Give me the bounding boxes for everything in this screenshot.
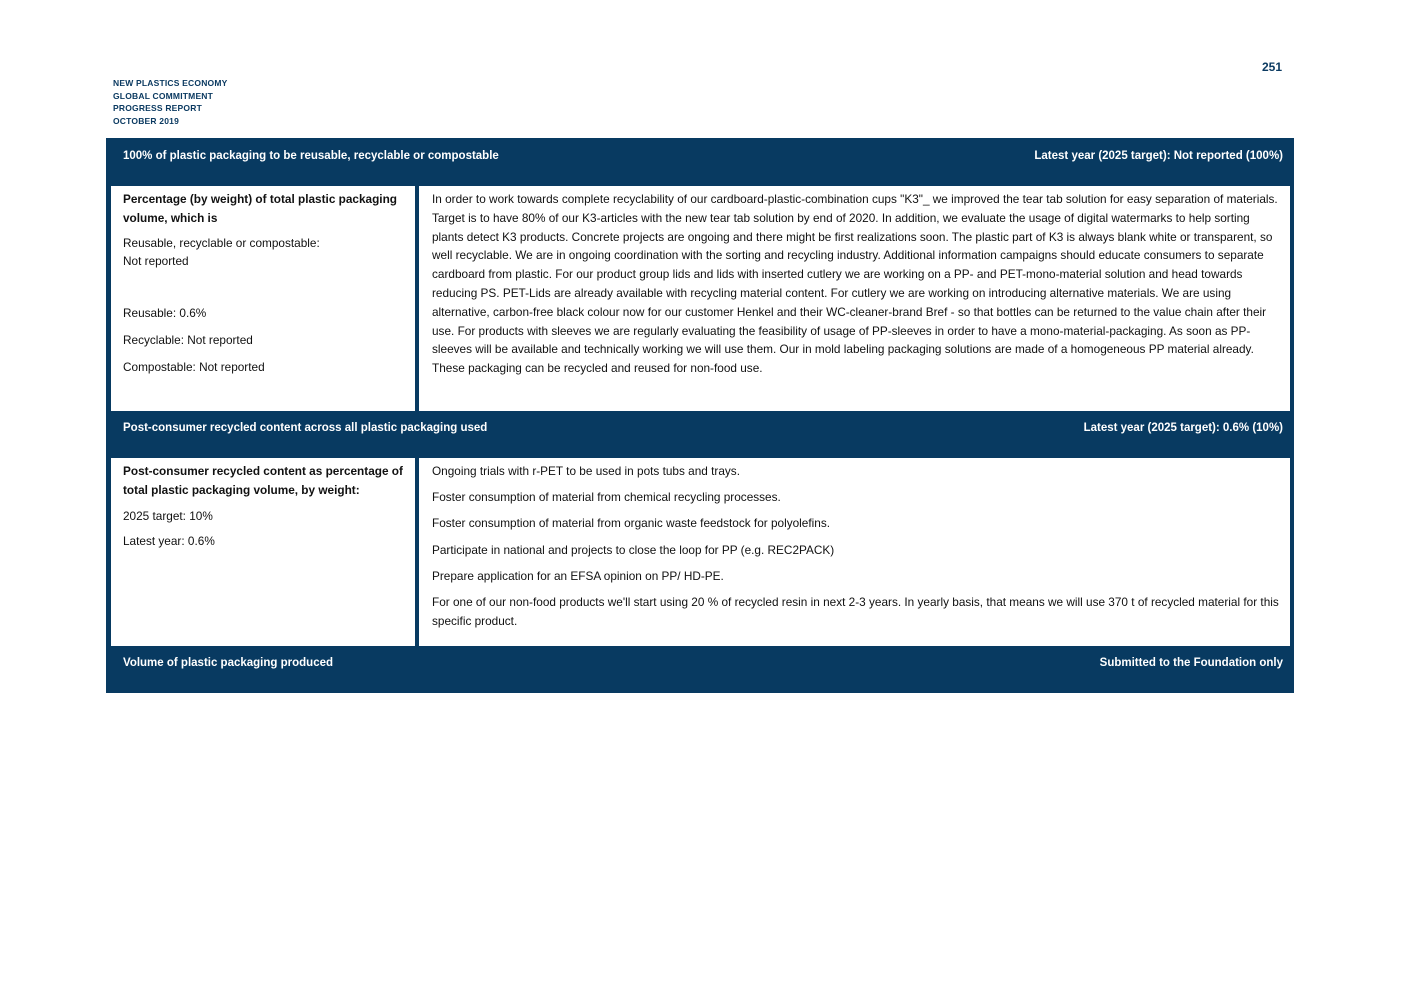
section1-rrc-label: Reusable, recyclable or compostable: xyxy=(123,235,320,250)
section1-recyclable: Recyclable: Not reported xyxy=(123,332,253,347)
list-item: Foster consumption of material from organic waste feedstock for polyolefins. xyxy=(432,516,830,531)
section1-description: In order to work towards complete recyclability of our cardboard-plastic-combination cups "K3"_ we improved the tear tab solution for easy separation of materials. Target is to have 80% of our K3-articles with the new tear tab solution by end of 2020. In addition, we evaluate the usage of digital watermarks to help sorting plants detect K3 products. Concrete projects are ongoing and there might be first realizations soon. The plastic part of K3 is always blank white or transparent, so well recyclable. We are in ongoing coordination with the sorting and recycling industry. Additional information campaigns should educate consumers to separate cardboard from plastic. For our product group lids and lids with inserted cutlery we are working on a PP- and PET-mono-material solution and head towards reducing PS. PET-Lids are already available with recycling material content. For cutlery we are working on introducing alternative materials. We are using alternative, carbon-free black colour now for our customer Henkel and their WC-cleaner-brand Bref - so that bottles can be returned to the value chain after their use. For products with sleeves we are regularly evaluating the feasibility of usage of PP-sleeves in order to have a mono-material-packaging. As soon as PP-sleeves will be available and technically working we will use them. Our in mold labeling packaging solutions are made of a homogeneous PP material already. These packaging can be recycled and reused for non-food use. xyxy=(432,192,1278,376)
header-line-4: OCTOBER 2019 xyxy=(113,115,180,126)
section2-band-label: Post-consumer recycled content across all plastic packaging used xyxy=(123,422,488,434)
section1-heading: Percentage (by weight) of total plastic packaging volume, which is xyxy=(123,192,398,225)
header-line-1: NEW PLASTICS ECONOMY xyxy=(113,78,228,88)
section2-heading: Post-consumer recycled content as percentage of total plastic packaging volume, by weight: xyxy=(123,464,403,497)
section1-rrc-value: Not reported xyxy=(123,254,189,269)
commitment-table xyxy=(106,138,1294,693)
section2-latest: Latest year: 0.6% xyxy=(123,534,215,549)
section1-compostable: Compostable: Not reported xyxy=(123,359,265,374)
section1-left-cell xyxy=(111,186,415,411)
section2-target: 2025 target: 10% xyxy=(123,508,213,523)
header-line-3: PROGRESS REPORT xyxy=(113,103,202,113)
section2-band-value: Latest year (2025 target): 0.6% (10%) xyxy=(1083,422,1283,434)
list-item: Participate in national and projects to close the loop for PP (e.g. REC2PACK) xyxy=(432,542,835,557)
section1-band-label: 100% of plastic packaging to be reusable, recyclable or compostable xyxy=(123,150,499,162)
list-item: Foster consumption of material from chemical recycling processes. xyxy=(432,490,781,505)
report-header xyxy=(113,77,228,127)
section2-left-cell xyxy=(111,458,415,646)
section3-band-value: Submitted to the Foundation only xyxy=(1099,657,1283,669)
page-number: 251 xyxy=(1262,60,1283,74)
section1-reusable: Reusable: 0.6% xyxy=(123,306,207,321)
section1-band-value: Latest year (2025 target): Not reported (100%) xyxy=(1034,150,1283,162)
section1-right-cell xyxy=(419,186,1290,411)
list-item: For one of our non-food products we'll start using 20 % of recycled resin in next 2-3 years. In yearly basis, that means we will use 370 t of recycled material for this specific product. xyxy=(432,594,1279,628)
list-item: Prepare application for an EFSA opinion on PP/ HD-PE. xyxy=(432,568,724,583)
section2-right-cell xyxy=(419,458,1290,646)
header-line-2: GLOBAL COMMITMENT xyxy=(113,90,214,101)
section3-band-label: Volume of plastic packaging produced xyxy=(123,657,334,669)
list-item: Ongoing trials with r-PET to be used in pots tubs and trays. xyxy=(432,464,740,478)
